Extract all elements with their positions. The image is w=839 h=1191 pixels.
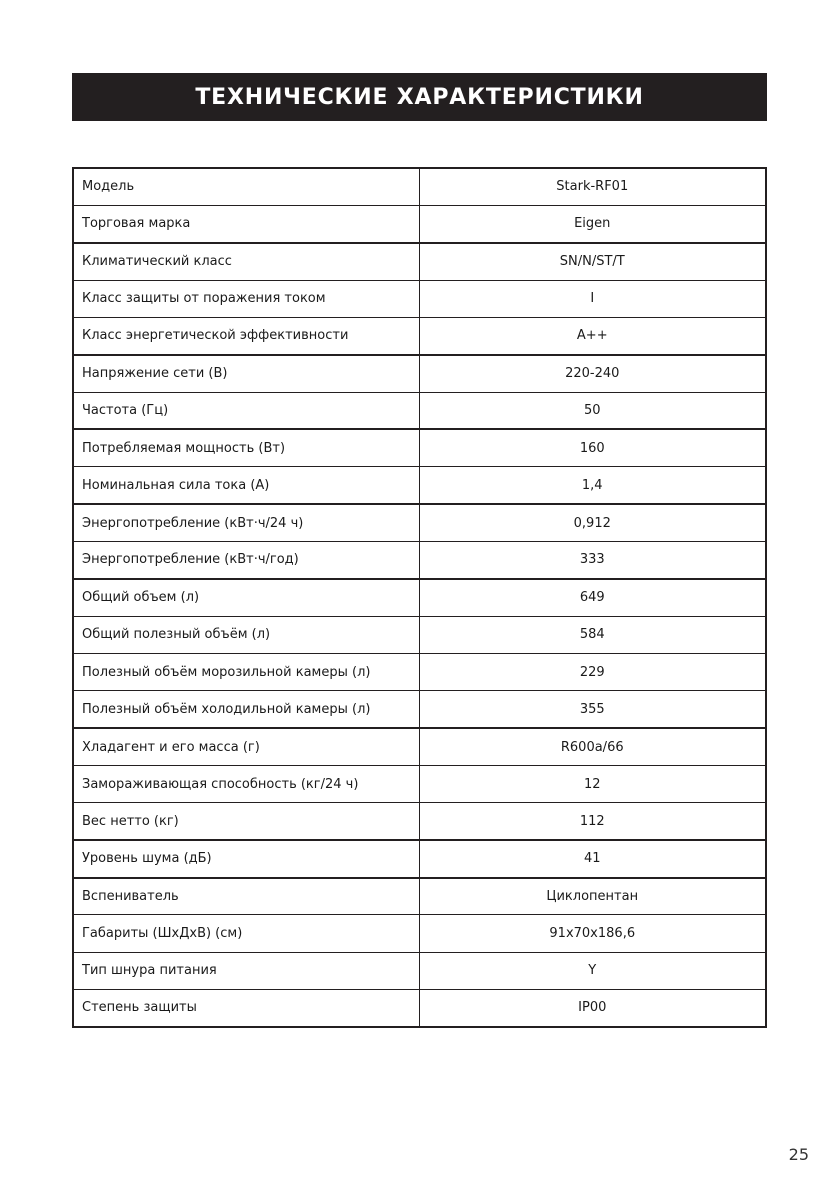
spec-param: Энергопотребление (кВт·ч/год) <box>73 541 419 578</box>
table-row <box>73 728 766 765</box>
spec-value: Y <box>588 963 597 979</box>
spec-value: Eigen <box>574 216 611 232</box>
spec-param: Вспениватель <box>73 878 419 915</box>
spec-param: Номинальная сила тока (А) <box>73 467 419 504</box>
table-row <box>73 878 766 915</box>
spec-value: 584 <box>579 627 605 643</box>
spec-param: Степень защиты <box>73 990 419 1027</box>
spec-param: Полезный объём морозильной камеры (л) <box>73 653 419 690</box>
table-row <box>73 467 766 504</box>
spec-value: 91x70x186,6 <box>549 926 636 942</box>
spec-param: Модель <box>73 168 419 205</box>
spec-param: Уровень шума (дБ) <box>73 840 419 877</box>
page-number: 25 <box>788 1145 809 1164</box>
spec-param: Энергопотребление (кВт·ч/24 ч) <box>73 504 419 541</box>
spec-value: 229 <box>579 664 605 680</box>
spec-value: 0,912 <box>573 515 611 531</box>
table-row <box>73 429 766 466</box>
table-row <box>73 205 766 242</box>
spec-value: 160 <box>579 440 605 456</box>
spec-param: Частота (Гц) <box>73 392 419 429</box>
table-row <box>73 766 766 803</box>
spec-value: Циклопентан <box>546 888 639 904</box>
spec-value: 50 <box>583 402 601 418</box>
table-row <box>73 541 766 578</box>
spec-value: 112 <box>579 813 605 829</box>
spec-param: Полезный объём холодильной камеры (л) <box>73 691 419 728</box>
specifications-table <box>72 167 767 1028</box>
spec-param: Торговая марка <box>73 205 419 242</box>
spec-value: 41 <box>583 851 601 867</box>
table-row <box>73 915 766 952</box>
spec-value: 355 <box>579 701 605 717</box>
spec-param: Замораживающая способность (кг/24 ч) <box>73 766 419 803</box>
table-row <box>73 355 766 392</box>
table-row <box>73 504 766 541</box>
table-row <box>73 691 766 728</box>
spec-param: Тип шнура питания <box>73 952 419 989</box>
spec-param: Класс энергетической эффективности <box>73 317 419 354</box>
table-row <box>73 952 766 989</box>
spec-value: R600a/66 <box>560 739 624 755</box>
table-row <box>73 616 766 653</box>
table-row <box>73 168 766 205</box>
table-row <box>73 280 766 317</box>
spec-value: I <box>590 291 595 307</box>
spec-param: Общий объем (л) <box>73 579 419 616</box>
spec-value: 220-240 <box>565 366 620 382</box>
spec-param: Напряжение сети (В) <box>73 355 419 392</box>
spec-value: SN/N/ST/T <box>559 254 625 270</box>
spec-param: Потребляемая мощность (Вт) <box>73 429 419 466</box>
table-row <box>73 243 766 280</box>
spec-value: 12 <box>583 776 601 792</box>
table-row <box>73 990 766 1027</box>
spec-value: A++ <box>576 328 608 344</box>
spec-param: Общий полезный объём (л) <box>73 616 419 653</box>
section-header <box>72 73 767 121</box>
spec-param: Климатический класс <box>73 243 419 280</box>
spec-value: 649 <box>579 590 605 606</box>
section-title: ТЕХНИЧЕСКИЕ ХАРАКТЕРИСТИКИ <box>195 84 644 110</box>
spec-value: IP00 <box>578 1000 607 1016</box>
spec-param: Вес нетто (кг) <box>73 803 419 840</box>
table-row <box>73 653 766 690</box>
table-row <box>73 317 766 354</box>
spec-value: 333 <box>579 552 605 568</box>
table-row <box>73 579 766 616</box>
table-row <box>73 803 766 840</box>
spec-value: 1,4 <box>581 477 603 493</box>
table-row <box>73 392 766 429</box>
spec-param: Габариты (ШхДхВ) (см) <box>73 915 419 952</box>
table-row <box>73 840 766 877</box>
spec-value: Stark-RF01 <box>556 179 629 195</box>
spec-param: Класс защиты от поражения током <box>73 280 419 317</box>
spec-param: Хладагент и его масса (г) <box>73 728 419 765</box>
